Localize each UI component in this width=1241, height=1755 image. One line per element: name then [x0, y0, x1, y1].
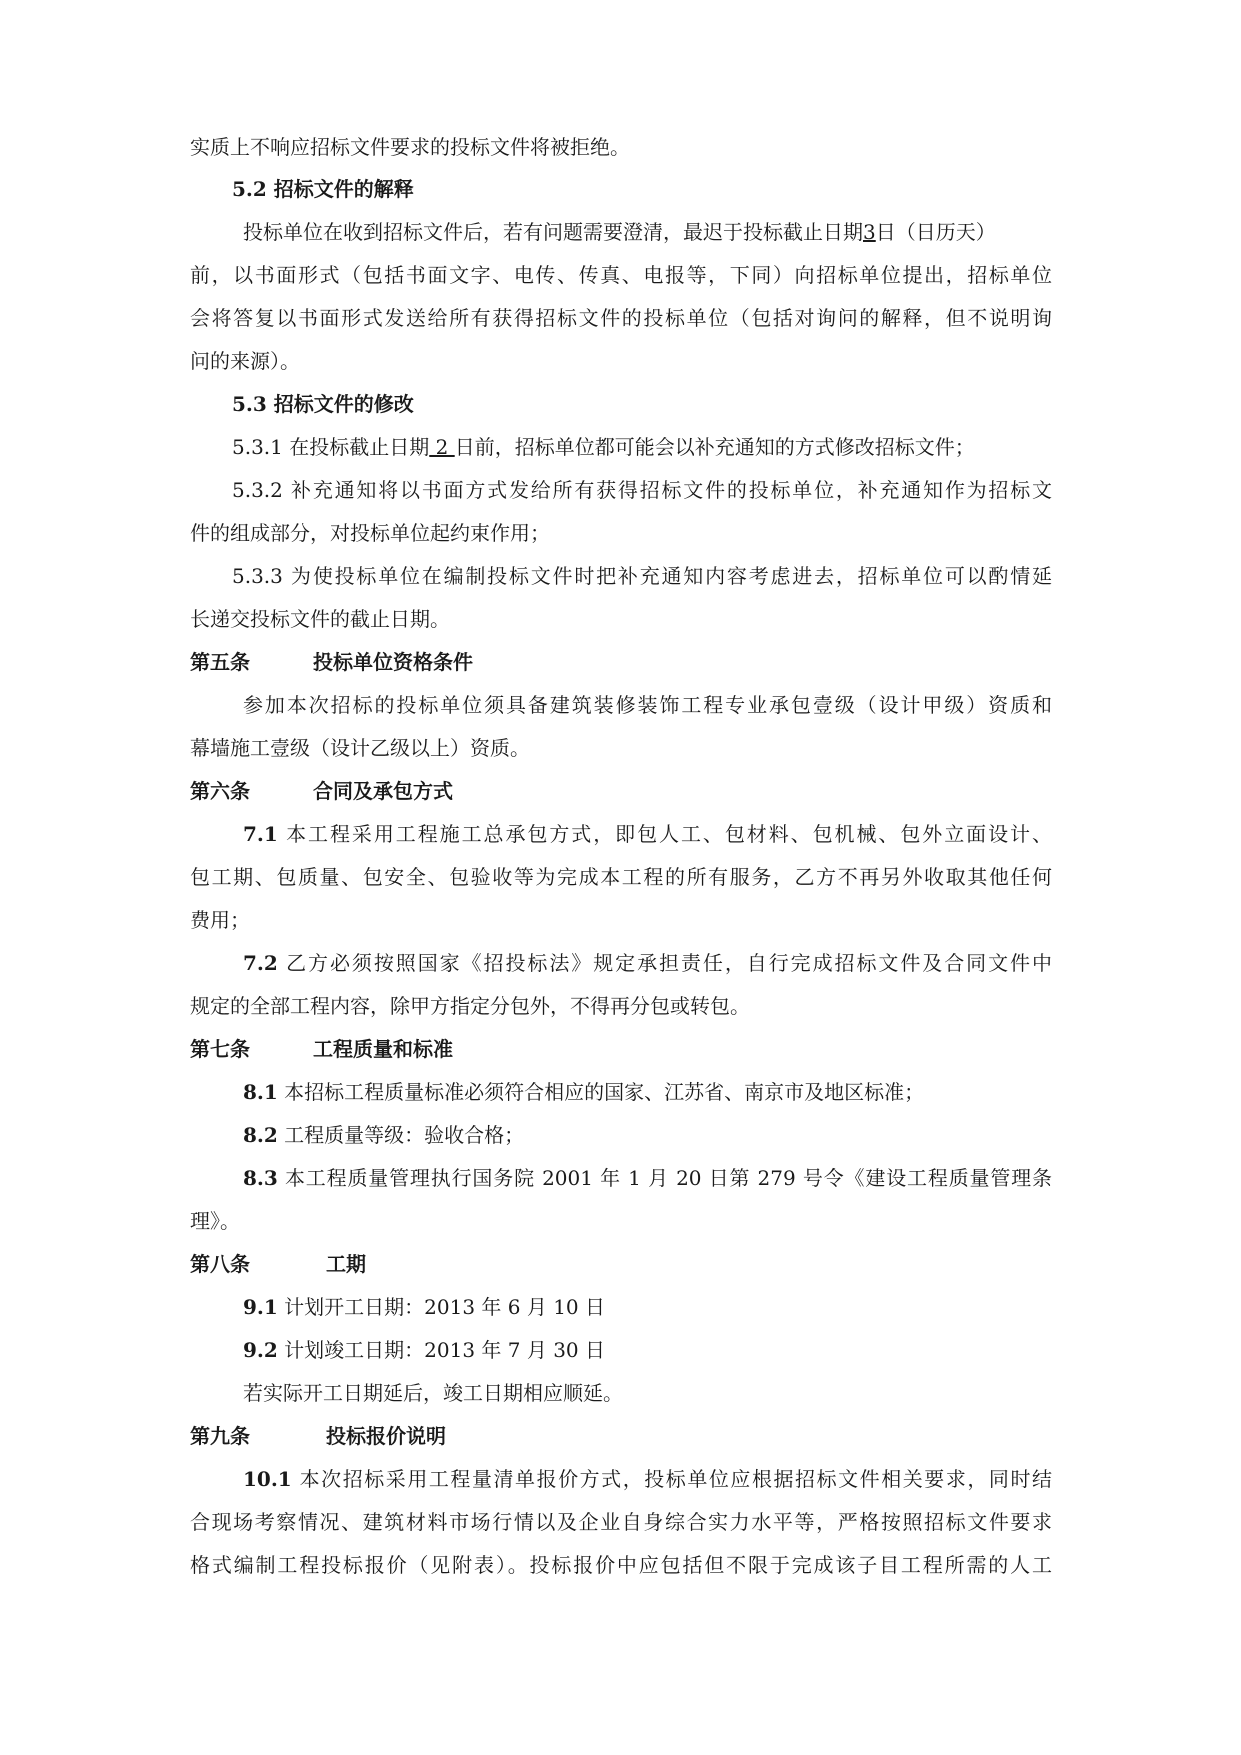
days-value: 3: [863, 220, 876, 244]
paragraph-line: 5.3.1 在投标截止日期 2 日前，招标单位都可能会以补充通知的方式修改招标文件；: [232, 435, 975, 459]
paragraph-line: 10.1 本次招标采用工程量清单报价方式，投标单位应根据招标文件相关要求，同时结: [243, 1467, 1052, 1491]
paragraph-line: 8.1 本招标工程质量标准必须符合相应的国家、江苏省、南京市及地区标准；: [243, 1080, 925, 1104]
article-heading-8: 第八条 工期: [190, 1252, 366, 1276]
paragraph-line: 合现场考察情况、建筑材料市场行情以及企业自身综合实力水平等，严格按照招标文件要求: [190, 1510, 1052, 1534]
paragraph-line: 9.1 计划开工日期：2013 年 6 月 10 日: [243, 1295, 606, 1319]
paragraph-line: 7.2 乙方必须按照国家《招投标法》规定承担责任，自行完成招标文件及合同文件中: [243, 951, 1052, 975]
section-heading-5-3: 5.3 招标文件的修改: [232, 392, 414, 416]
paragraph-line: 8.2 工程质量等级：验收合格；: [243, 1123, 525, 1147]
article-heading-6: 第六条 合同及承包方式: [190, 779, 453, 803]
paragraph-line: 格式编制工程投标报价（见附表）。投标报价中应包括但不限于完成该子目工程所需的人工: [190, 1553, 1052, 1577]
paragraph-line: 5.3.2 补充通知将以书面方式发给所有获得招标文件的投标单位，补充通知作为招标文: [232, 478, 1052, 502]
paragraph-line: 理》。: [190, 1209, 240, 1233]
paragraph-line: 9.2 计划竣工日期：2013 年 7 月 30 日: [243, 1338, 606, 1362]
paragraph-line: 8.3 本工程质量管理执行国务院 2001 年 1 月 20 日第 279 号令《建设工程质量管理条: [243, 1166, 1052, 1190]
paragraph-line: 5.3.3 为使投标单位在编制投标文件时把补充通知内容考虑进去，招标单位可以酌情延: [232, 564, 1052, 588]
paragraph-line: 问的来源）。: [190, 349, 300, 373]
paragraph-line: 规定的全部工程内容，除甲方指定分包外，不得再分包或转包。: [190, 994, 750, 1018]
paragraph-line: 费用；: [190, 908, 250, 932]
paragraph-line: 投标单位在收到招标文件后，若有问题需要澄清，最迟于投标截止日期3日（日历天）: [243, 220, 996, 244]
paragraph-line: 幕墙施工壹级（设计乙级以上）资质。: [190, 736, 530, 760]
article-heading-5: 第五条 投标单位资格条件: [190, 650, 473, 674]
paragraph-line: 7.1 本工程采用工程施工总承包方式，即包人工、包材料、包机械、包外立面设计、: [243, 822, 1052, 846]
paragraph-line: 长递交投标文件的截止日期。: [190, 607, 450, 631]
paragraph-line: 会将答复以书面形式发送给所有获得招标文件的投标单位（包括对询问的解释，但不说明询: [190, 306, 1052, 330]
paragraph-line: 参加本次招标的投标单位须具备建筑装修装饰工程专业承包壹级（设计甲级）资质和: [243, 693, 1052, 717]
paragraph-line: 前，以书面形式（包括书面文字、电传、传真、电报等，下同）向招标单位提出，招标单位: [190, 263, 1052, 287]
paragraph-line: 实质上不响应招标文件要求的投标文件将被拒绝。: [190, 135, 630, 159]
section-heading-5-2: 5.2 招标文件的解释: [232, 177, 414, 201]
article-heading-9: 第九条 投标报价说明: [190, 1424, 446, 1448]
article-heading-7: 第七条 工程质量和标准: [190, 1037, 453, 1061]
paragraph-line: 包工期、包质量、包安全、包验收等为完成本工程的所有服务，乙方不再另外收取其他任何: [190, 865, 1052, 889]
days-value: 2: [429, 435, 455, 459]
paragraph-line: 件的组成部分，对投标单位起约束作用；: [190, 521, 550, 545]
paragraph-line: 若实际开工日期延后，竣工日期相应顺延。: [243, 1381, 623, 1405]
